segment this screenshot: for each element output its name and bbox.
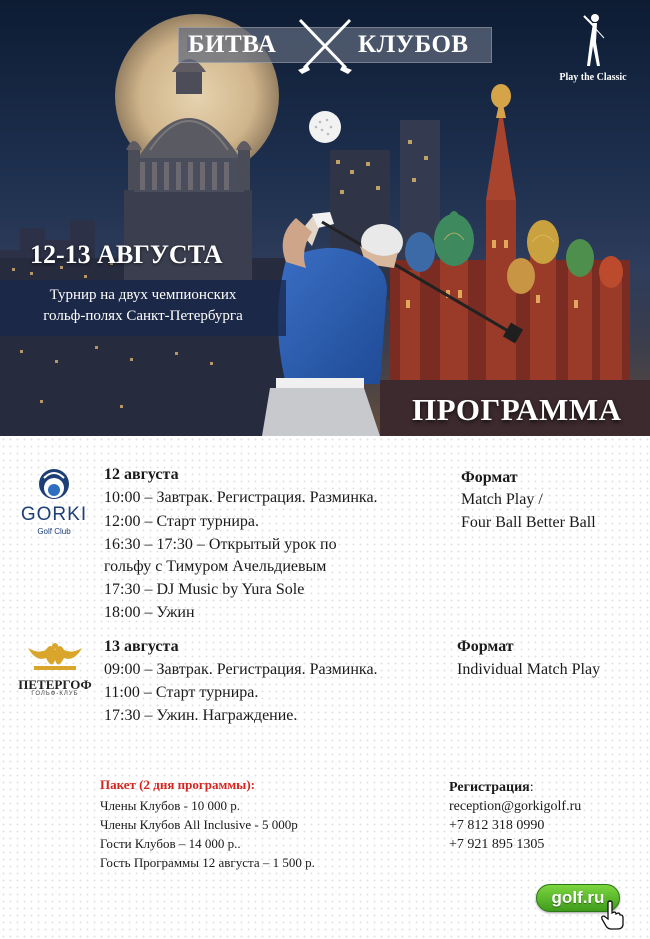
day1-line: 16:30 – 17:30 – Открытый урок по [104, 536, 337, 553]
registration-phone-1[interactable]: +7 812 318 0990 [449, 818, 545, 833]
day2-heading: 13 августа [104, 638, 179, 655]
day1-line: 18:00 – Ужин [104, 604, 195, 621]
package-line: Члены Клубов All Inclusive - 5 000р [100, 817, 298, 832]
day2-line: 17:30 – Ужин. Награждение. [104, 707, 298, 724]
programme-title: ПРОГРАММА [412, 392, 622, 427]
hero-banner [0, 0, 650, 436]
day1-line: 10:00 – Завтрак. Регистрация. Разминка. [104, 489, 378, 506]
registration-label-colon: : [529, 780, 534, 795]
package-line: Гость Программы 12 августа – 1 500 р. [100, 855, 315, 870]
title-left-word: БИТВА [188, 31, 277, 58]
hand-cursor-icon [600, 900, 624, 930]
logo-caption: Play the Classic [559, 72, 627, 83]
peterhof-crown-icon [24, 640, 86, 676]
registration-phone-2[interactable]: +7 921 895 1305 [449, 837, 545, 852]
package-line: Гости Клубов – 14 000 р.. [100, 836, 241, 851]
registration-label [449, 780, 534, 796]
gorki-club-sub: Golf Club [37, 527, 71, 536]
subtitle-line-2: гольф-полях Санкт-Петербурга [43, 308, 243, 324]
golfru-button[interactable]: golf.ru [536, 884, 620, 912]
day1-line: 17:30 – DJ Music by Yura Sole [104, 581, 305, 598]
crossed-clubs-icon [292, 12, 358, 78]
subtitle-line-1: Турнир на двух чемпионских [49, 287, 237, 303]
day1-format-heading: Формат [461, 469, 518, 486]
registration-email[interactable]: reception@gorkigolf.ru [449, 799, 582, 814]
day2-line: 09:00 – Завтрак. Регистрация. Разминка. [104, 661, 378, 678]
peterhof-club-name: ПЕТЕРГОФ [18, 677, 92, 692]
event-dates: 12-13 АВГУСТА [30, 240, 223, 269]
day1-format-line: Match Play / [461, 491, 543, 508]
day1-line: 12:00 – Старт турнира. [104, 513, 259, 530]
registration-label-text: Регистрация [449, 780, 530, 795]
day2-format-heading: Формат [457, 638, 514, 655]
day2-format-line: Individual Match Play [457, 661, 601, 678]
title-right-word: КЛУБОВ [358, 31, 469, 58]
day1-line: гольфу с Тимуром Ачельдиевым [104, 558, 327, 575]
peterhof-club-sub: ГОЛЬФ-КЛУБ [31, 691, 79, 697]
day2-line: 11:00 – Старт турнира. [104, 684, 259, 701]
golfer-logo-icon [578, 12, 608, 70]
gorki-club-name: GORKI [20, 504, 88, 525]
package-title: Пакет (2 дня программы): [100, 777, 255, 792]
day1-format-line: Four Ball Better Ball [461, 514, 596, 531]
day1-heading: 12 августа [104, 466, 179, 483]
package-line: Члены Клубов - 10 000 р. [100, 798, 240, 813]
